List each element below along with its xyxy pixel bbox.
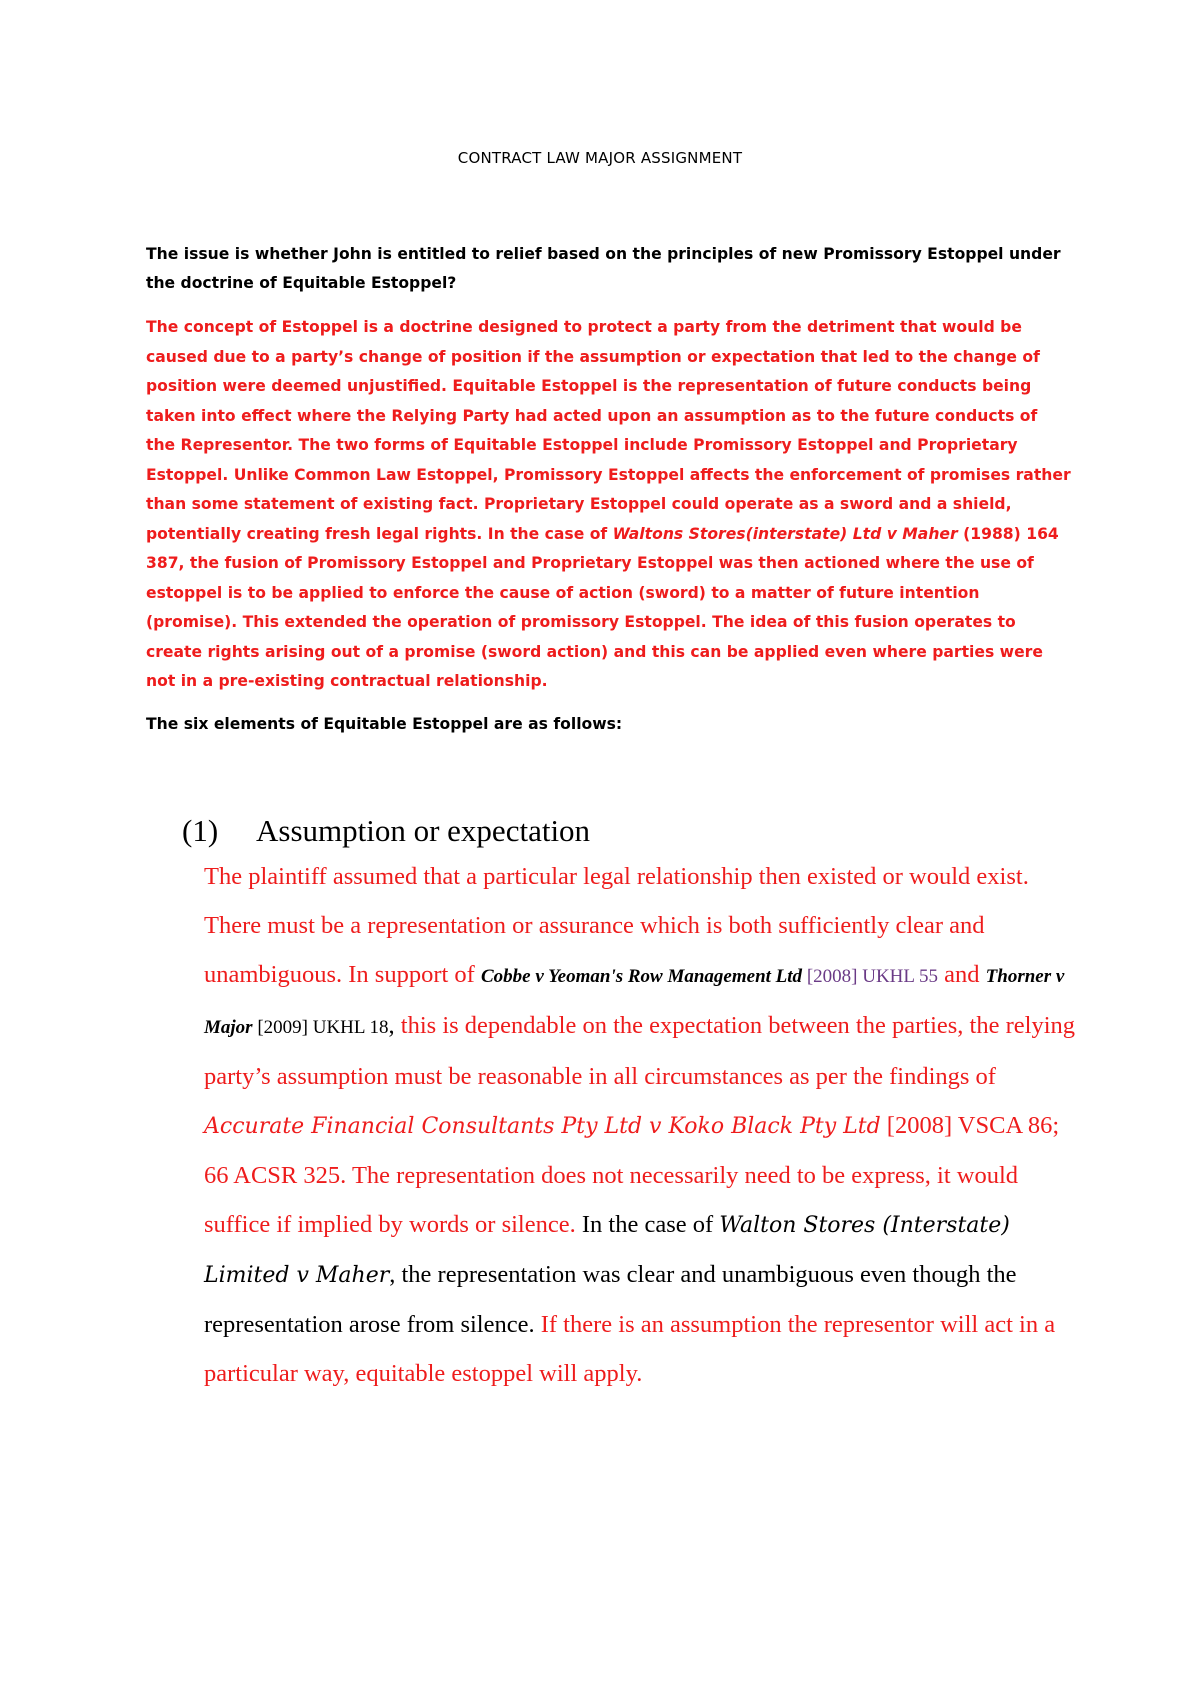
concept-text-part1: The concept of Estoppel is a doctrine designed to protect a party from the detriment that would be caused due to a party’s change of position if the assumption or expectation that led to the change of position were deemed unjustified. Equitable Estoppel is the representation of future conducts being taken into effect where the Relying Party had acted upon an assumption as to the future conducts of the Representor. The two forms of Equitable Estoppel include Promissory Estoppel and Proprietary Estoppel. Unlike Common Law Estoppel, Promissory Estoppel affects the enforcement of promises rather than some statement of existing fact. Proprietary Estoppel could operate as a sword and a shield, potentially creating fresh legal rights. In the case of	[146, 318, 1071, 543]
body-text-6: If there is an assumption the representor will act in a particular way, equitable estoppel will apply.	[204, 1311, 1056, 1387]
case-thorner: Thorner v Major	[204, 966, 1065, 1038]
six-elements-intro: The six elements of Equitable Estoppel are as follows:	[146, 715, 623, 733]
case-cobbe: Cobbe v Yeoman's Row Management Ltd	[480, 966, 803, 987]
section-heading-text: Assumption or expectation	[256, 813, 591, 848]
section-body	[204, 852, 1084, 1398]
issue-paragraph: The issue is whether John is entitled to relief based on the principles of new Promissory Estoppel under the doctrine of Equitable Estoppel?	[146, 245, 1061, 292]
body-text-1: The plaintiff assumed that a particular legal relationship then existed or would exist. There must be a representation or assurance which is both sufficiently clear and unambiguous. In support of	[204, 863, 1029, 988]
case-accurate-financial: Accurate Financial Consultants Pty Ltd v Koko Black Pty Ltd	[204, 1114, 881, 1139]
case-name-waltons-stores: Waltons Stores(interstate) Ltd v Maher	[612, 524, 958, 543]
citation-cobbe: [2008] UKHL 55	[802, 966, 939, 987]
body-text-5: , the representation was clear and unambiguous even though the representation arose from silence.	[204, 1261, 1017, 1338]
section-heading	[182, 813, 590, 849]
body-text-3: [2008] VSCA 86; 66 ACSR 325. The representation does not necessarily need to be express, it would suffice if implied by words or silence.	[204, 1112, 1060, 1238]
citation-thorner: [2009] UKHL 18	[252, 1017, 389, 1038]
body-comma: ,	[388, 1012, 395, 1039]
concept-paragraph	[146, 313, 1071, 697]
case-walton-stores: Walton Stores (Interstate) Limited v Maher	[204, 1213, 1010, 1288]
body-text-4: In the case of	[575, 1211, 720, 1238]
concept-text-part2: (1988) 164 387, the fusion of Promissory Estoppel and Proprietary Estoppel was then actioned where the use of estoppel is to be applied to enforce the cause of action (sword) to a matter of future intention (promise). This extended the operation of promissory Estoppel. The idea of this fusion operates to create rights arising out of a promise (sword action) and this can be applied even where parties were not in a pre-existing contractual relationship.	[146, 524, 1059, 690]
body-text-and: and	[938, 961, 986, 988]
body-text-2: this is dependable on the expectation between the parties, the relying party’s assumption must be reasonable in all circumstances as per the findings of	[204, 1012, 1076, 1090]
document-title: CONTRACT LAW MAJOR ASSIGNMENT	[457, 149, 743, 167]
section-number: (1)	[182, 813, 219, 848]
